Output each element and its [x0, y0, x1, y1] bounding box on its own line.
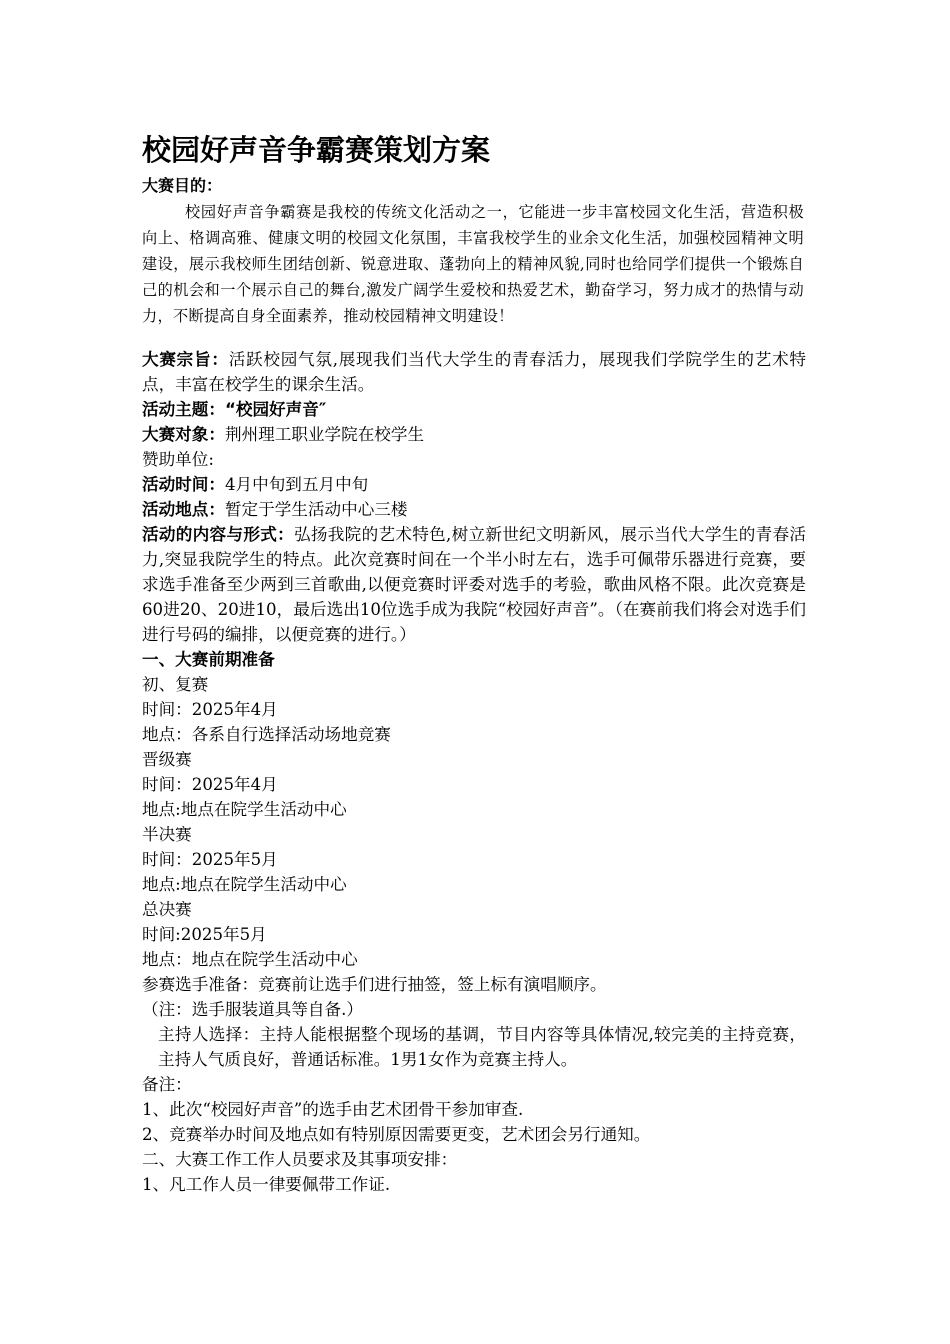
section1-line: 晋级赛: [142, 750, 192, 769]
section1-line: 初、复赛: [142, 675, 209, 694]
section2-heading: 二、大赛工作工作人员要求及其事项安排：: [142, 1150, 458, 1169]
time-label: 活动时间：: [142, 475, 225, 494]
place-line: [142, 497, 806, 522]
section1-line: 参赛选手准备：竞赛前让选手们进行抽签，签上标有演唱顺序。: [142, 975, 607, 994]
target-text: 荆州理工职业学院在校学生: [224, 425, 425, 444]
section1-line: 地点:地点在院学生活动中心: [142, 800, 347, 819]
remark-label: 备注：: [142, 1075, 192, 1094]
page-title: 校园好声音争霸赛策划方案: [142, 133, 491, 167]
content-text: 弘扬我院的艺术特色,树立新世纪文明新风，展示当代大学生的青春活力,突显我院学生的特点。此次竞赛时间在一个半小时左右，选手可佩带乐器进行竞赛，要求选手准备至少两到三首歌曲,以便竞赛时评委对选手的考验，歌曲风格不限。此次竞赛是60进20、20进10，最后选出10位选手成为我院“校园好声音”。（在赛前我们将会对选手们进行号码的编排，以便竞赛的进行。）: [142, 525, 806, 644]
theme-label: 活动主题：: [142, 400, 225, 419]
time-text: 4月中旬到五月中旬: [224, 475, 369, 494]
purpose-heading: 大赛目的：: [142, 176, 223, 195]
target-label: 大赛对象：: [142, 425, 225, 444]
aim-paragraph: [142, 347, 806, 397]
place-label: 活动地点：: [142, 500, 225, 519]
theme-line: [142, 397, 806, 422]
target-line: [142, 422, 806, 447]
section1-line: 总决赛: [142, 900, 192, 919]
content-paragraph: [142, 522, 806, 647]
aim-text: 活跃校园气氛,展现我们当代大学生的青春活力，展现我们学院学生的艺术特点，丰富在校学生的课余生活。: [142, 350, 807, 394]
section1-line: 半决赛: [142, 825, 192, 844]
section1-line: 时间：2025年4月: [142, 700, 278, 719]
host-paragraph: 主持人选择：主持人能根据整个现场的基调，节目内容等具体情况,较完美的主持竞赛，主持人气质良好，普通话标准。1男1女作为竞赛主持人。: [158, 1025, 806, 1069]
section1-heading: 一、大赛前期准备: [142, 650, 275, 669]
theme-text: “校园好声音″: [224, 400, 327, 419]
section1-line: 时间:2025年5月: [142, 925, 267, 944]
remark-item: 2、竞赛举办时间及地点如有特别原因需要更变，艺术团会另行通知。: [142, 1125, 651, 1144]
time-line: [142, 472, 806, 497]
aim-label: 大赛宗旨：: [142, 350, 229, 369]
sponsor-line: 赞助单位:: [142, 450, 214, 469]
content-label: 活动的内容与形式：: [142, 525, 295, 544]
main-content: [142, 347, 806, 1197]
section1-line: 地点：各系自行选择活动场地竞赛: [142, 725, 391, 744]
remark-item: 1、此次“校园好声音”的选手由艺术团骨干参加审查.: [142, 1100, 524, 1119]
costume-note: （注：选手服装道具等自备.）: [142, 1000, 363, 1019]
section1-line: 地点：地点在院学生活动中心: [142, 950, 358, 969]
place-text: 暂定于学生活动中心三楼: [224, 500, 408, 519]
section2-line: 1、凡工作人员一律要佩带工作证.: [142, 1175, 391, 1194]
section1-line: 时间：2025年5月: [142, 850, 278, 869]
purpose-paragraph: 校园好声音争霸赛是我校的传统文化活动之一，它能进一步丰富校园文化生活，营造积极向上、格调高雅、健康文明的校园文化氛围，丰富我校学生的业余文化生活，加强校园精神文明建设，展示我校师生团结创新、锐意进取、蓬勃向上的精神风貌,同时也给同学们提供一个锻炼自己的机会和一个展示自己的舞台,激发广阔学生爱校和热爱艺术，勤奋学习，努力成才的热情与动力，不断提高自身全面素养，推动校园精神文明建设！: [142, 203, 804, 325]
section1-line: 地点:地点在院学生活动中心: [142, 875, 347, 894]
section1-line: 时间：2025年4月: [142, 775, 278, 794]
